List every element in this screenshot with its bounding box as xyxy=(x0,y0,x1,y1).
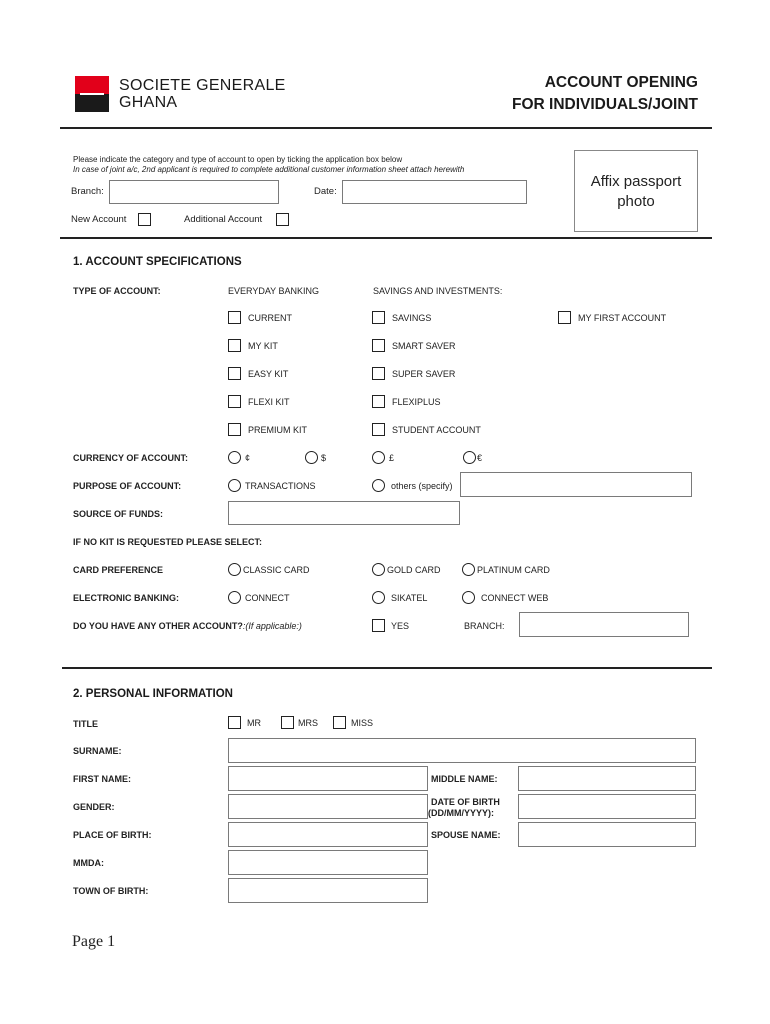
mmda-input[interactable] xyxy=(228,850,428,875)
surname-input[interactable] xyxy=(228,738,696,763)
ebanking-connect-web-radio[interactable] xyxy=(462,591,475,604)
no-kit-label: IF NO KIT IS REQUESTED PLEASE SELECT: xyxy=(73,537,263,547)
account-easy-kit-label: EASY KIT xyxy=(248,369,289,379)
spouse-name-label: SPOUSE NAME: xyxy=(431,830,501,840)
logo-text-line1: SOCIETE GENERALE xyxy=(119,77,286,94)
intro-joint-note: In case of joint a/c, 2nd applicant is required to complete additional customer information sheet attach herewith xyxy=(73,165,465,174)
date-input[interactable] xyxy=(342,180,527,204)
everyday-banking-label: EVERYDAY BANKING xyxy=(228,286,320,296)
currency-pound-label: £ xyxy=(389,453,395,463)
account-my-first-checkbox[interactable] xyxy=(558,311,571,324)
dob-input[interactable] xyxy=(518,794,696,819)
title-label: TITLE xyxy=(73,719,98,729)
other-account-label: DO YOU HAVE ANY OTHER ACCOUNT? xyxy=(73,621,243,631)
title-mr-checkbox[interactable] xyxy=(228,716,241,729)
middle-name-input[interactable] xyxy=(518,766,696,791)
currency-euro-radio[interactable] xyxy=(463,451,476,464)
account-flexiplus-checkbox[interactable] xyxy=(372,395,385,408)
account-smart-saver-label: SMART SAVER xyxy=(392,341,456,351)
first-name-input[interactable] xyxy=(228,766,428,791)
account-easy-kit-checkbox[interactable] xyxy=(228,367,241,380)
currency-cedi-radio[interactable] xyxy=(228,451,241,464)
logo-text-line2: GHANA xyxy=(119,94,178,111)
page-number: Page 1 xyxy=(72,933,116,950)
account-smart-saver-checkbox[interactable] xyxy=(372,339,385,352)
source-of-funds-input[interactable] xyxy=(228,501,460,525)
other-account-branch-label: BRANCH: xyxy=(464,621,505,631)
account-flexi-kit-label: FLEXI KIT xyxy=(248,397,290,407)
additional-account-checkbox[interactable] xyxy=(276,213,289,226)
section-account-specifications-title: 1. ACCOUNT SPECIFICATIONS xyxy=(73,256,242,268)
title-miss-checkbox[interactable] xyxy=(333,716,346,729)
account-super-saver-checkbox[interactable] xyxy=(372,367,385,380)
middle-name-label: MIDDLE NAME: xyxy=(431,774,498,784)
ebanking-connect-label: CONNECT xyxy=(245,593,290,603)
currency-pound-radio[interactable] xyxy=(372,451,385,464)
page-title-line2: FOR INDIVIDUALS/JOINT xyxy=(511,96,698,113)
ebanking-connect-radio[interactable] xyxy=(228,591,241,604)
other-account-yes-label: YES xyxy=(391,621,410,631)
photo-text-line1: Affix passport xyxy=(590,173,682,190)
intro-rule xyxy=(60,237,712,239)
intro-instruction: Please indicate the category and type of account to open by ticking the application box below xyxy=(73,155,403,164)
card-gold-radio[interactable] xyxy=(372,563,385,576)
mmda-label: MMDA: xyxy=(73,858,104,868)
spouse-name-input[interactable] xyxy=(518,822,696,847)
ebanking-sikatel-label: SIKATEL xyxy=(391,593,428,603)
other-account-note: :(If applicable:) xyxy=(242,621,302,631)
account-student-label: STUDENT ACCOUNT xyxy=(392,425,481,435)
page-title-line1: ACCOUNT OPENING xyxy=(544,74,698,91)
card-platinum-label: PLATINUM CARD xyxy=(477,565,550,575)
savings-investments-label: SAVINGS AND INVESTMENTS: xyxy=(373,286,503,296)
card-platinum-radio[interactable] xyxy=(462,563,475,576)
dob-label-line1: DATE OF BIRTH xyxy=(431,797,500,807)
source-of-funds-label: SOURCE OF FUNDS: xyxy=(73,509,163,519)
account-student-checkbox[interactable] xyxy=(372,423,385,436)
logo-divider xyxy=(80,93,104,95)
account-my-kit-checkbox[interactable] xyxy=(228,339,241,352)
branch-label: Branch: xyxy=(71,186,104,197)
account-flexi-kit-checkbox[interactable] xyxy=(228,395,241,408)
logo-black-block xyxy=(75,94,109,112)
other-account-question xyxy=(73,620,302,632)
account-savings-label: SAVINGS xyxy=(392,313,432,323)
first-name-label: FIRST NAME: xyxy=(73,774,131,784)
purpose-label: PURPOSE OF ACCOUNT: xyxy=(73,481,182,491)
dob-label-line2: (DD/MM/YYYY): xyxy=(428,808,494,818)
currency-label: CURRENCY OF ACCOUNT: xyxy=(73,453,189,463)
title-mrs-checkbox[interactable] xyxy=(281,716,294,729)
new-account-checkbox[interactable] xyxy=(138,213,151,226)
section1-rule xyxy=(62,667,712,669)
header-rule xyxy=(60,127,712,129)
account-my-first-label: MY FIRST ACCOUNT xyxy=(578,313,667,323)
gender-label: GENDER: xyxy=(73,802,115,812)
branch-input[interactable] xyxy=(109,180,279,204)
title-mrs-label: MRS xyxy=(298,718,318,728)
purpose-transactions-label: TRANSACTIONS xyxy=(245,481,316,491)
card-classic-radio[interactable] xyxy=(228,563,241,576)
currency-dollar-radio[interactable] xyxy=(305,451,318,464)
card-classic-label: CLASSIC CARD xyxy=(243,565,310,575)
ebanking-sikatel-radio[interactable] xyxy=(372,591,385,604)
card-gold-label: GOLD CARD xyxy=(387,565,441,575)
other-account-yes-checkbox[interactable] xyxy=(372,619,385,632)
purpose-others-radio[interactable] xyxy=(372,479,385,492)
ebanking-connect-web-label: CONNECT WEB xyxy=(481,593,549,603)
account-current-label: CURRENT xyxy=(248,313,292,323)
section-personal-information-title: 2. PERSONAL INFORMATION xyxy=(73,688,233,700)
passport-photo-box xyxy=(574,150,698,232)
gender-input[interactable] xyxy=(228,794,428,819)
type-of-account-label: TYPE OF ACCOUNT: xyxy=(73,286,161,296)
additional-account-label: Additional Account xyxy=(184,214,263,225)
currency-cedi-label: ¢ xyxy=(245,453,251,463)
new-account-label: New Account xyxy=(71,214,127,225)
photo-text-line2: photo xyxy=(617,193,655,210)
place-of-birth-input[interactable] xyxy=(228,822,428,847)
title-miss-label: MISS xyxy=(351,718,374,728)
account-flexiplus-label: FLEXIPLUS xyxy=(392,397,441,407)
account-my-kit-label: MY KIT xyxy=(248,341,278,351)
purpose-others-label: others (specify) xyxy=(391,481,453,491)
other-account-branch-input[interactable] xyxy=(519,612,689,637)
purpose-transactions-radio[interactable] xyxy=(228,479,241,492)
account-premium-kit-checkbox[interactable] xyxy=(228,423,241,436)
electronic-banking-label: ELECTRONIC BANKING: xyxy=(73,593,179,603)
brand-logo xyxy=(75,76,109,112)
card-preference-label: CARD PREFERENCE xyxy=(73,565,164,575)
place-of-birth-label: PLACE OF BIRTH: xyxy=(73,830,152,840)
account-super-saver-label: SUPER SAVER xyxy=(392,369,456,379)
date-label: Date: xyxy=(314,186,337,197)
purpose-others-input[interactable] xyxy=(460,472,692,497)
logo-red-block xyxy=(75,76,109,94)
title-mr-label: MR xyxy=(247,718,261,728)
account-savings-checkbox[interactable] xyxy=(372,311,385,324)
currency-dollar-label: $ xyxy=(321,453,327,463)
town-of-birth-input[interactable] xyxy=(228,878,428,903)
account-premium-kit-label: PREMIUM KIT xyxy=(248,425,308,435)
town-of-birth-label: TOWN OF BIRTH: xyxy=(73,886,149,896)
account-current-checkbox[interactable] xyxy=(228,311,241,324)
surname-label: SURNAME: xyxy=(73,746,122,756)
currency-euro-label: € xyxy=(477,453,483,463)
